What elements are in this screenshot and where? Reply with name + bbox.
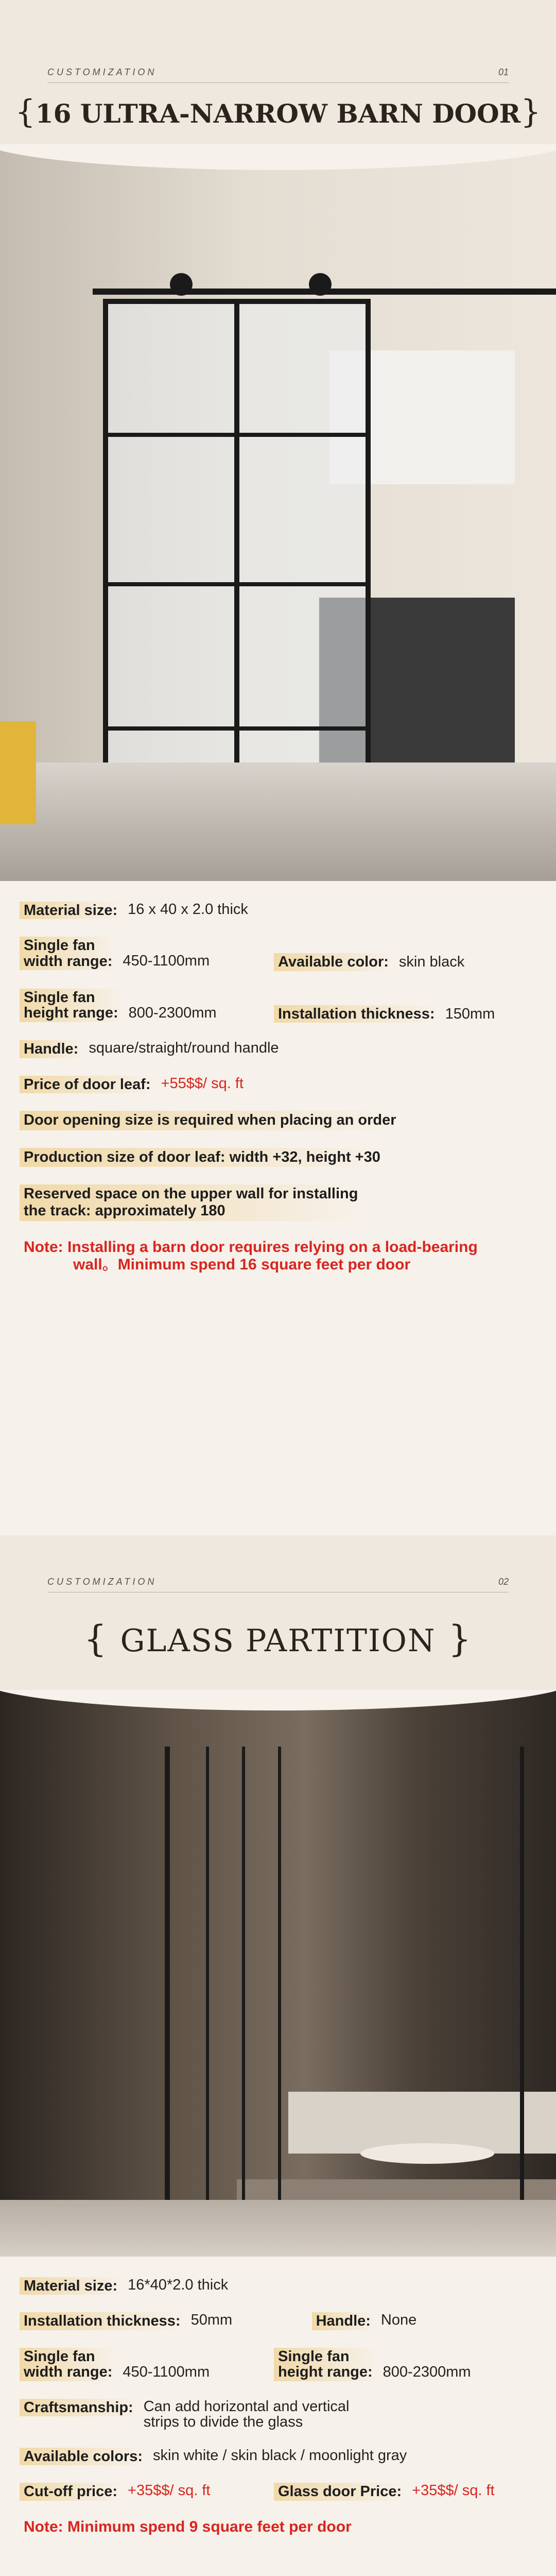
glassdoor-value: +35$$/ sq. ft xyxy=(412,2482,495,2499)
door-horizontal-bar-1 xyxy=(103,433,371,437)
spec-cell xyxy=(24,1040,532,1058)
thickness-label: Installation thickness: xyxy=(20,2312,185,2330)
spec-row xyxy=(24,2348,532,2381)
spec-cell xyxy=(24,2399,532,2430)
section2-title-text: GLASS PARTITION xyxy=(120,1623,436,1659)
spec-row xyxy=(24,1040,532,1058)
spec-row xyxy=(24,1111,532,1130)
photo-floor xyxy=(0,762,556,881)
section1-header xyxy=(0,0,556,144)
right-brace: } xyxy=(520,93,541,130)
section1-tag: CUSTOMIZATION xyxy=(47,67,157,77)
section2-tag: CUSTOMIZATION xyxy=(47,1577,157,1587)
section1-title-text: 16 ULTRA-NARROW BARN DOOR xyxy=(35,98,521,129)
opening-text: Door opening size is required when placing an order xyxy=(20,1111,401,1130)
cutoff-value: +35$$/ sq. ft xyxy=(128,2482,211,2499)
glassdoor-label: Glass door Price: xyxy=(274,2483,406,2500)
width-value: 450-1100mm xyxy=(123,2363,210,2380)
handle-label: Handle: xyxy=(312,2312,375,2330)
thickness-value: 150mm xyxy=(445,1005,495,1022)
glass-partition-photo xyxy=(0,1690,556,2257)
spec-cell xyxy=(24,2348,278,2381)
photo-floor xyxy=(0,2200,556,2257)
note-line-2: wall。Minimum spend 16 square feet per door xyxy=(73,1256,411,1274)
cutoff-label: Cut-off price: xyxy=(20,2483,121,2500)
spec-row xyxy=(24,1148,532,1167)
handle-value: square/straight/round handle xyxy=(89,1040,279,1057)
colors-label: Available colors: xyxy=(20,2448,147,2465)
width-value: 450-1100mm xyxy=(123,953,210,970)
thickness-value: 50mm xyxy=(190,2312,233,2329)
section2-specs xyxy=(0,2257,556,2576)
yellow-chair xyxy=(0,721,36,824)
spec-cell xyxy=(24,937,278,970)
height-label: Single fan height range: xyxy=(20,989,123,1022)
left-brace: { xyxy=(15,93,36,130)
section1-title xyxy=(0,93,556,130)
spec-row xyxy=(24,2277,532,2295)
section2-title xyxy=(0,1618,556,1660)
partition-bar-2 xyxy=(242,1747,245,2257)
handle-label: Handle: xyxy=(20,1040,82,1058)
material-value: 16*40*2.0 thick xyxy=(128,2277,229,2293)
spec-cell xyxy=(278,2348,532,2381)
spec-row xyxy=(24,937,532,971)
color-label: Available color: xyxy=(274,953,393,971)
partition-bar-1 xyxy=(206,1747,209,2257)
width-label: Single fan width range: xyxy=(20,2348,116,2381)
section1-specs xyxy=(0,881,556,1535)
note-line-1: Note: Installing a barn door requires relying on a load-bearing xyxy=(24,1238,478,1256)
spec-row xyxy=(24,1076,532,1093)
section2-note: Note: Minimum spend 9 square feet per door xyxy=(24,2518,352,2535)
spec-cell xyxy=(24,2483,278,2500)
spec-cell xyxy=(316,2312,532,2330)
height-label: Single fan height range: xyxy=(274,2348,377,2381)
barn-door-photo xyxy=(0,144,556,881)
spec-row xyxy=(24,1184,532,1221)
door-horizontal-bar-2 xyxy=(103,582,371,586)
section1-note xyxy=(24,1239,532,1274)
spec-cell xyxy=(278,2483,532,2500)
right-brace: } xyxy=(436,1618,473,1660)
section2-header xyxy=(0,1535,556,1690)
partition-bar-4 xyxy=(520,1747,524,2257)
partition-frame-top xyxy=(165,1747,170,2257)
spec-cell xyxy=(24,2277,532,2295)
height-value: 800-2300mm xyxy=(128,1004,217,1021)
handle-value: None xyxy=(380,2312,417,2329)
section1-number: 01 xyxy=(498,67,509,77)
coffee-table xyxy=(360,2143,494,2164)
craft-label: Craftsmanship: xyxy=(20,2399,137,2416)
partition-bar-3 xyxy=(278,1747,281,2257)
width-label: Single fan width range: xyxy=(20,937,116,970)
section2-number: 02 xyxy=(498,1577,509,1587)
price-value: +55$$/ sq. ft xyxy=(161,1075,244,1092)
spec-row xyxy=(24,2399,532,2430)
spec-cell xyxy=(24,2312,316,2330)
spec-row xyxy=(24,902,532,919)
spec-cell xyxy=(278,989,532,1023)
production-text: Production size of door leaf: width +32, height +30 xyxy=(20,1148,385,1167)
spec-cell xyxy=(24,989,278,1022)
height-value: 800-2300mm xyxy=(383,2363,471,2380)
spec-row xyxy=(24,2448,532,2465)
section1-rule xyxy=(47,82,509,83)
spec-cell xyxy=(24,902,532,919)
spec-row xyxy=(24,2312,532,2330)
colors-value: skin white / skin black / moonlight gray xyxy=(153,2447,407,2464)
spec-cell xyxy=(24,1076,532,1093)
price-label: Price of door leaf: xyxy=(20,1076,155,1093)
spec-row xyxy=(24,989,532,1023)
spec-row xyxy=(24,2483,532,2500)
track-wheel-right xyxy=(309,273,332,296)
track-wheel-left xyxy=(170,273,193,296)
material-value: 16 x 40 x 2.0 thick xyxy=(128,901,248,918)
material-label: Material size: xyxy=(20,2277,121,2295)
thickness-label: Installation thickness: xyxy=(274,1005,439,1023)
reserved-text: Reserved space on the upper wall for installing the track: approximately 180 xyxy=(20,1184,362,1221)
door-horizontal-bar-3 xyxy=(103,726,371,731)
spec-cell xyxy=(24,2448,532,2465)
color-value: skin black xyxy=(398,954,465,971)
left-brace: { xyxy=(83,1618,120,1660)
craft-value: Can add horizontal and vertical strips to divide the glass xyxy=(143,2398,350,2431)
material-label: Material size: xyxy=(20,902,121,919)
spec-cell xyxy=(278,937,532,971)
